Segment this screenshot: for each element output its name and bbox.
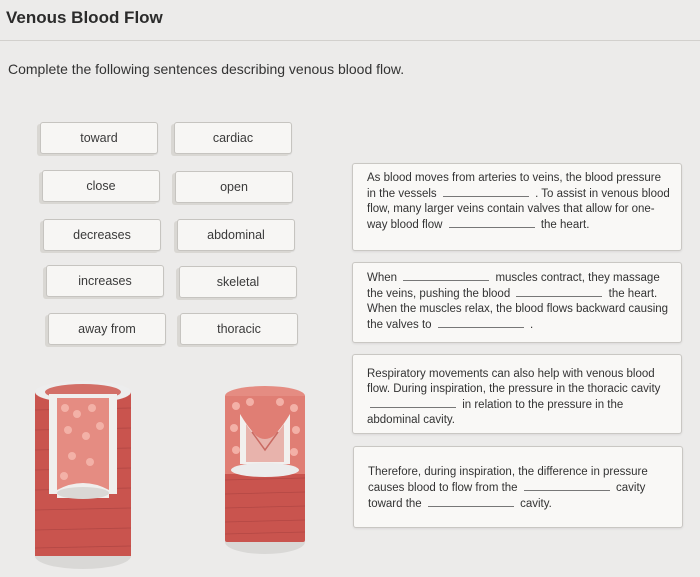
- sentence-box-1: [352, 163, 682, 251]
- word-cardiac[interactable]: cardiac: [174, 122, 292, 154]
- sentence-2-part-2: muscles contract, they massage the veins, pushing the blood: [367, 272, 660, 300]
- vein-valve-closed-illustration: [222, 384, 308, 556]
- blank-2c[interactable]: [438, 317, 524, 328]
- sentence-3-part-1: Respiratory movements can also help with venous blood flow. During inspiration, the pressure in the thoracic cavity: [367, 368, 661, 395]
- word-away-from[interactable]: away from: [48, 313, 166, 345]
- sentence-2-part-1: When: [367, 272, 398, 284]
- word-thoracic[interactable]: thoracic: [180, 313, 298, 345]
- word-decreases[interactable]: decreases: [43, 219, 161, 251]
- sentence-box-4: [353, 446, 683, 528]
- sentence-box-3: [352, 354, 682, 434]
- instructions-text: Complete the following sentences describing venous blood flow.: [8, 61, 405, 77]
- word-skeletal[interactable]: skeletal: [179, 266, 297, 298]
- word-toward[interactable]: toward: [40, 122, 158, 154]
- sentence-1-part-1: As blood moves from arteries to veins, the blood pressure in the vessels: [367, 172, 662, 200]
- blank-3a[interactable]: [370, 397, 456, 408]
- word-close[interactable]: close: [42, 170, 160, 202]
- blank-2a[interactable]: [403, 270, 489, 281]
- sentence-2-part-4: .: [529, 319, 534, 331]
- vein-valve-open-illustration: [32, 380, 134, 572]
- blank-1b[interactable]: [449, 217, 535, 228]
- word-open[interactable]: open: [175, 171, 293, 203]
- word-abdominal[interactable]: abdominal: [177, 219, 295, 251]
- sentence-4-part-3: cavity.: [520, 498, 552, 510]
- blank-1a[interactable]: [443, 186, 529, 197]
- blank-4b[interactable]: [428, 496, 514, 507]
- sentence-4-part-1: Therefore, during inspiration, the difference in pressure causes blood to flow from the: [368, 466, 648, 494]
- sentence-2-part-3: the heart. When the muscles relax, the blood flows backward causing the valves to: [367, 288, 669, 331]
- sentence-box-2: [352, 262, 682, 343]
- blank-4a[interactable]: [524, 480, 610, 491]
- sentence-3-part-2: in relation to the pressure in the abdominal cavity.: [367, 399, 624, 426]
- sentence-1-part-2: . To assist in venous blood flow, many larger veins contain valves that allow for one-way blood flow: [367, 188, 670, 231]
- sentence-1-part-3: the heart.: [540, 219, 590, 231]
- sentence-4-part-2: cavity toward the: [368, 482, 646, 510]
- word-increases[interactable]: increases: [46, 265, 164, 297]
- header-divider: [0, 40, 700, 41]
- page-title: Venous Blood Flow: [6, 8, 163, 27]
- blank-2b[interactable]: [516, 286, 602, 297]
